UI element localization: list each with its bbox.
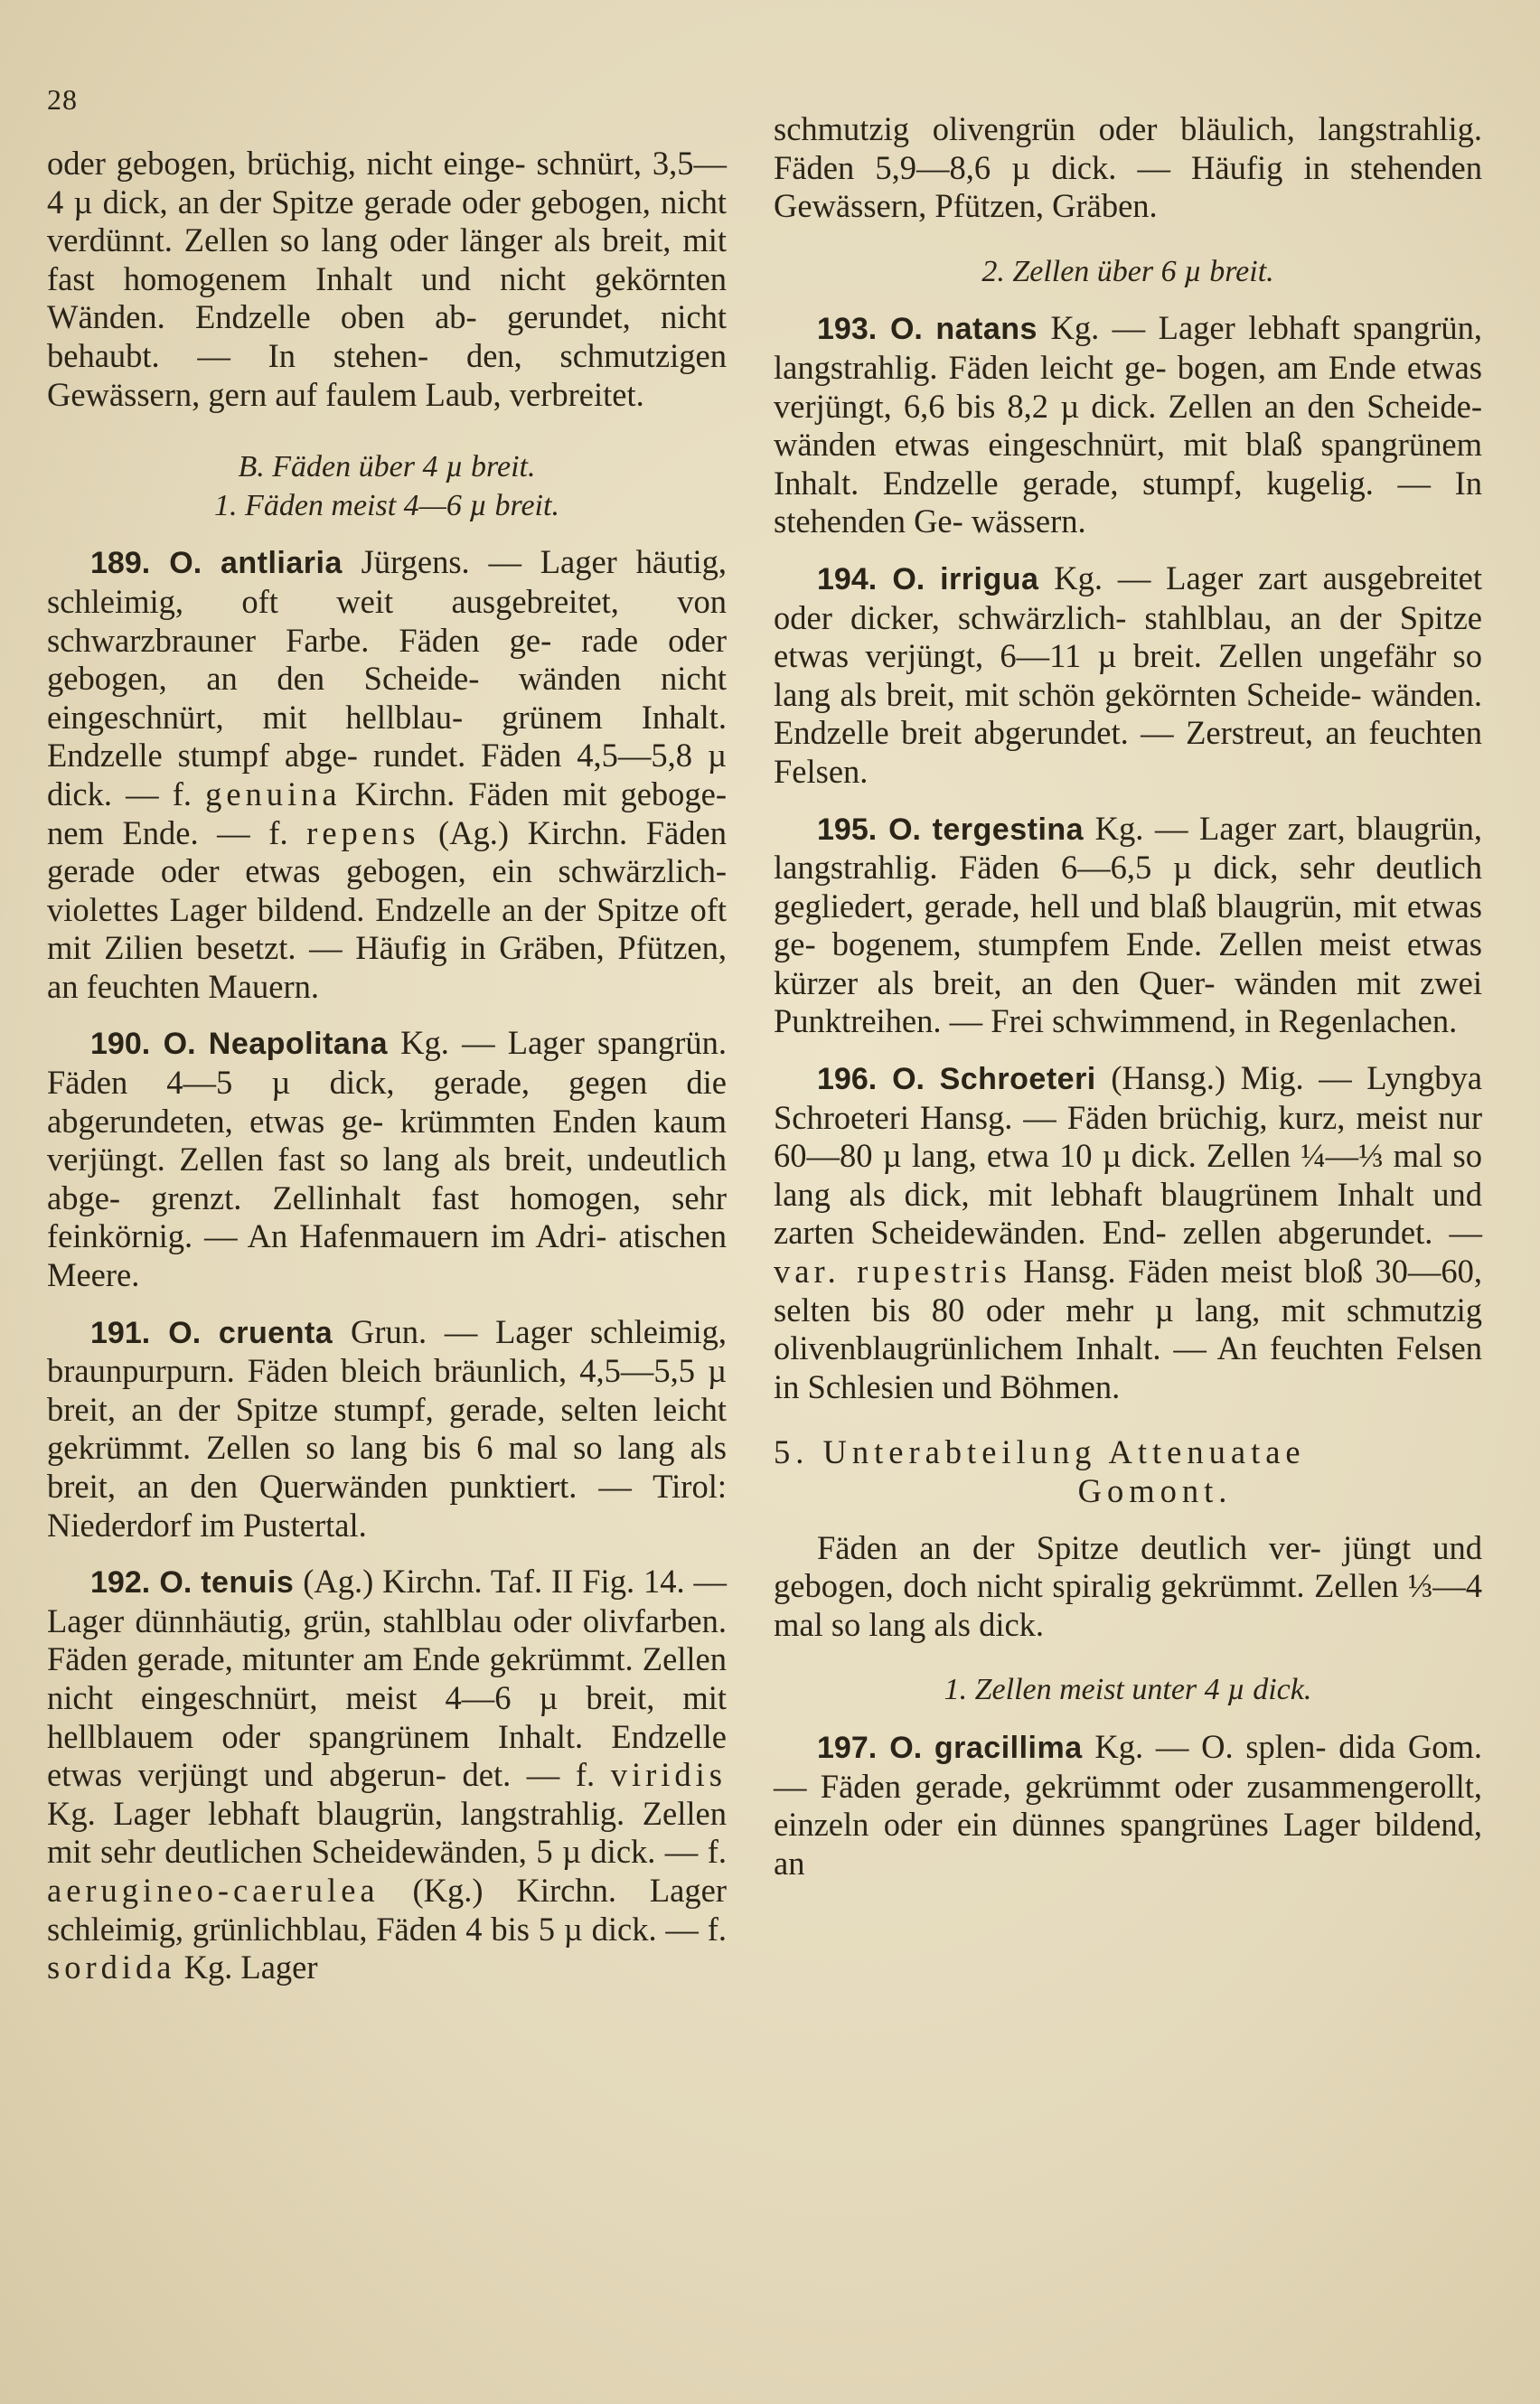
left-column — [47, 145, 727, 1987]
section-heading: 5. Unterabteilung Attenuatae Gomont. — [774, 1433, 1306, 1509]
species-name: Schroeteri — [939, 1062, 1096, 1097]
entry-number: 189. O. — [90, 546, 202, 581]
subheading-2: 2. Zellen über 6 µ breit. — [981, 254, 1274, 288]
species-name: tergestina — [932, 812, 1085, 847]
continued-paragraph: schmutzig olivengrün oder bläulich, langstrahlig. Fäden 5,9—8,6 µ dick. — Häufig in stehenden Gewässern, Pfützen, Gräben. — [774, 110, 1482, 225]
section-description: Fäden an der Spitze deutlich ver- jüngt und gebogen, doch nicht spiralig gekrümmt. Zellen ⅓—4 mal so lang als dick. — [774, 1528, 1482, 1643]
entry-number: 194. O. — [817, 561, 925, 596]
right-column — [774, 110, 1482, 1883]
entry-193: 193. O. natans Kg. — Lager lebhaft spangrün, langstrahlig. Fäden leicht ge- bogen, am Ende etwas verjüngt, 6,6 bis 8,2 µ dick. Zellen an den Scheide- wänden etwas eingeschnürt, mit blaß spangrünem Inhalt. Endzelle gerade, stumpf, kugelig. — In stehenden Ge- wässern. — [774, 309, 1483, 540]
entry-number: 195. O. — [817, 812, 921, 847]
species-name: tenuis — [201, 1565, 295, 1601]
entry-number: 190. O. — [90, 1027, 196, 1062]
forma-name: viridis — [610, 1756, 727, 1794]
entry-191: 191. O. cruenta Grun. — Lager schleimig, braunpurpurn. Fäden bleich bräunlich, 4,5—5,5 µ breit, an der Spitze stumpf, gerade, selten leicht gekrümmt. Zellen so lang bis 6 mal so lang als breit, an den Querwänden punktiert. — Tirol: Niederdorf im Pustertal. — [47, 1312, 727, 1544]
entry-number: 193. O. — [817, 312, 923, 347]
entry-number: 192. O. — [90, 1565, 192, 1601]
entry-189: 189. O. antliaria Jürgens. — Lager häutig, schleimig, oft weit ausgebreitet, von schwarzbrauner Farbe. Fäden ge- rade oder gebogen, an den Scheide- wänden nicht eingeschnürt, mit hellblau- grünem Inhalt. Endzelle stumpf abge- rundet. Fäden 4,5—5,8 µ dick. — f. genuina Kirchn. Fäden mit geboge- nem Ende. — f. repens (Ag.) Kirchn. Fäden gerade oder etwas gebogen, ein schwärzlich-violettes Lager bildend. Endzelle an der Spitze oft mit Zilien besetzt. — Häufig in Gräben, Pfützen, an feuchten Mauern. — [47, 543, 727, 1005]
species-name: antliaria — [220, 546, 343, 581]
entry-192: 192. O. tenuis (Ag.) Kirchn. Taf. II Fig. 14. — Lager dünnhäutig, grün, stahlblau oder olivfarben. Fäden gerade, mitunter am Ende gekrümmt. Zellen nicht eingeschnürt, meist 4—6 µ breit, mit hellblauem oder spangrünem Inhalt. Endzelle etwas verjüngt und abgerun- det. — f. viridis Kg. Lager lebhaft blaugrün, langstrahlig. Zellen mit sehr deutlichen Scheidewänden, 5 µ dick. — f. aerugineo-caerulea (Kg.) Kirchn. Lager schleimig, grünlichblau, Fäden 4 bis 5 µ dick. — f. sordida Kg. Lager — [47, 1563, 728, 1986]
page-number: 28 — [47, 83, 78, 116]
variety-name: var. rupestris — [774, 1253, 1011, 1291]
entry-194: 194. O. irrigua Kg. — Lager zart ausgebreitet oder dicker, schwärzlich- stahlblau, an der Spitze etwas verjüngt, 6—11 µ breit. Zellen ungefähr so lang als breit, mit schön gekörnten Scheide- wänden. Endzelle breit abgerundet. — Zerstreut, an feuchten Felsen. — [774, 559, 1483, 790]
species-name: cruenta — [218, 1315, 333, 1350]
entry-number: 196. O. — [817, 1062, 925, 1097]
entry-195: 195. O. tergestina Kg. — Lager zart, blaugrün, langstrahlig. Fäden 6—6,5 µ dick, sehr deutlich gegliedert, gerade, hell und blaß blaugrün, mit etwas ge- bogenem, stumpfem Ende. Zellen meist etwas kürzer als breit, an den Quer- wänden mit zwei Punktreihen. — Frei schwimmend, in Regenlachen. — [774, 809, 1483, 1040]
entry-number: 197. O. — [817, 1730, 923, 1765]
forma-name: genuina — [205, 775, 342, 812]
forma-name: aerugineo-caerulea — [47, 1871, 380, 1909]
species-name: Neapolitana — [208, 1027, 388, 1062]
entry-197: 197. O. gracillima Kg. — O. splen- dida Gom. — Fäden gerade, gekrümmt oder zusammengerollt, einzeln oder ein dünnes spangrünes Lager bildend, an — [774, 1727, 1483, 1882]
forma-name: repens — [306, 813, 420, 851]
subheading-b: B. Fäden über 4 µ breit. — [238, 450, 536, 484]
subheading-1-cells: 1. Zellen meist unter 4 µ dick. — [944, 1673, 1312, 1707]
entry-196: 196. O. Schroeteri (Hansg.) Mig. — Lyngbya Schroeteri Hansg. — Fäden brüchig, kurz, meist nur 60—80 µ lang, etwa 10 µ dick. Zellen ¼—⅓ mal so lang als dick, mit lebhaft blaugrünem Inhalt und zarten Scheidewänden. End- zellen abgerundet. — var. rupestris Hansg. Fäden meist bloß 30—60, selten bis 80 oder mehr µ lang, mit schmutzig olivenblaugrünlichem Inhalt. — An feuchten Felsen in Schlesien und Böhmen. — [774, 1059, 1483, 1405]
species-name: gracillima — [934, 1730, 1083, 1765]
continued-paragraph: oder gebogen, brüchig, nicht einge- schnürt, 3,5—4 µ dick, an der Spitze gerade oder gebogen, nicht verdünnt. Zellen so lang oder länger als breit, mit fast homogenem Inhalt und nicht gekörnten Wänden. Endzelle oben ab- gerundet, nicht behaubt. — In stehen- den, schmutzigen Gewässern, gern auf faulem Laub, verbreitet. — [47, 145, 727, 413]
species-name: natans — [935, 312, 1038, 347]
entry-number: 191. O. — [90, 1315, 202, 1350]
subheading-1: 1. Fäden meist 4—6 µ breit. — [214, 488, 559, 522]
entry-190: 190. O. Neapolitana Kg. — Lager spangrün. Fäden 4—5 µ dick, gerade, gegen die abgerundeten, etwas ge- krümmten Enden kaum verjüngt. Zellen fast so lang als breit, undeutlich abge- grenzt. Zellinhalt fast homogen, sehr feinkörnig. — An Hafenmauern im Adri- atischen Meere. — [47, 1024, 727, 1294]
species-name: irrigua — [940, 561, 1039, 596]
forma-name: sordida — [47, 1949, 176, 1986]
